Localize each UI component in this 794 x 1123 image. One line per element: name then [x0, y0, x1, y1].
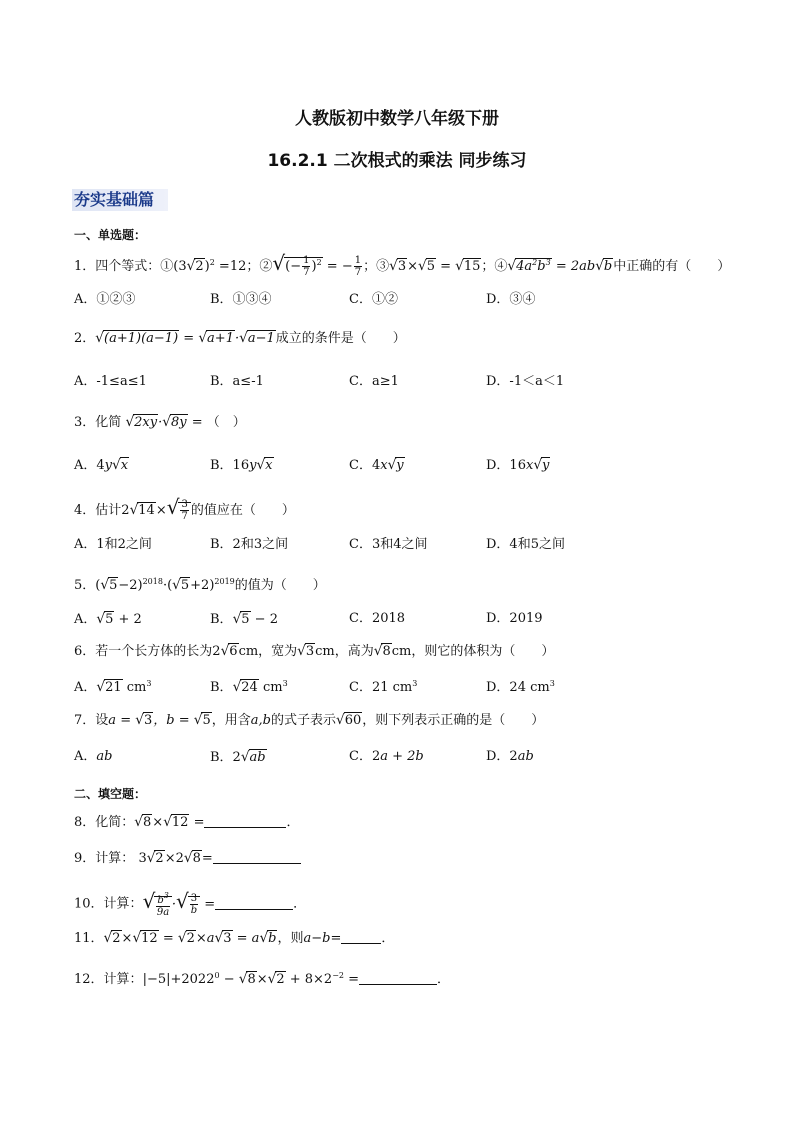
q4-option-a[interactable]: A．1和2之间 [74, 537, 152, 552]
question-12: 12．计算：$|-5|+2022^0 - √8\times√2 + 8\times 2^{-2}$ = ． [74, 971, 451, 987]
q1-option-c[interactable]: C．①② [349, 292, 398, 307]
q5-option-b[interactable]: B．√5 − 2 [210, 611, 278, 627]
part1-heading: 一、单选题： [74, 228, 147, 242]
q7-option-c[interactable]: C．2a + 2b [349, 749, 424, 764]
q1-option-a[interactable]: A．①②③ [74, 292, 136, 307]
question-7: 7．设a = √3，b = √5，用含a,b的式子表示√60，则下列表示正确的是（ ） [74, 712, 545, 728]
q2-option-a[interactable]: A．-1≤a≤1 [74, 374, 147, 389]
q1-option-b[interactable]: B．①③④ [210, 292, 272, 307]
q8-answer-blank[interactable] [204, 827, 286, 828]
page-title: 人教版初中数学八年级下册 [295, 109, 499, 129]
section-banner: 夯实基础篇 [72, 189, 168, 211]
q11-answer-blank[interactable] [341, 943, 381, 944]
question-11: 11．√2×√12 = √2×a√3 = a√b，则a−b= ． [74, 930, 395, 946]
question-5: 5．$(√5-2)^{2018}\cdot(√5+2)^{2019}$的值为（ ） [74, 577, 326, 593]
q4-option-c[interactable]: C．3和4之间 [349, 537, 428, 552]
question-2: 2．√(a+1)(a−1) = √a+1·√a−1成立的条件是（ ） [74, 330, 406, 346]
q6-option-c[interactable]: C．21 $cm^3$ [349, 679, 418, 695]
question-10: 10．计算：√ $\frac{b^3}{9a}$ ·√ $\frac{3}{b}$ = ． [74, 888, 307, 918]
q10-answer-blank[interactable] [215, 909, 293, 910]
q12-answer-blank[interactable] [359, 984, 437, 985]
part2-heading: 二、填空题： [74, 787, 147, 801]
q7-option-d[interactable]: D．2ab [486, 749, 534, 764]
q6-option-d[interactable]: D．24 $cm^3$ [486, 679, 555, 695]
q5-option-a[interactable]: A．√5 + 2 [74, 611, 142, 627]
question-1: 1．四个等式：$①(3√2)^2 =12$；②√(− $\frac{1}{7}$ )$^2$ = − $\frac{1}{7}$ ；③√3×√5 = √15；$④√4a^2b^3 = 2ab√b$中正确的有（ ） [74, 251, 731, 278]
q3-option-c[interactable]: C．4x√y [349, 457, 404, 473]
q3-option-d[interactable]: D．16x√y [486, 457, 550, 473]
q2-option-c[interactable]: C．a≥1 [349, 374, 399, 389]
q7-option-b[interactable]: B．2√ab [210, 749, 266, 765]
question-8: 8．化简：√8×√12 = ． [74, 814, 300, 830]
q4-option-b[interactable]: B．2和3之间 [210, 537, 289, 552]
q3-option-b[interactable]: B．16y√x [210, 457, 273, 473]
q2-option-b[interactable]: B．a≤-1 [210, 374, 264, 389]
q3-option-a[interactable]: A．4y√x [74, 457, 129, 473]
q7-option-a[interactable]: A．ab [74, 749, 113, 764]
question-9: 9．计算： 3√2×2√8= [74, 848, 301, 869]
q5-option-d[interactable]: D．2019 [486, 611, 543, 626]
page-subtitle: 16.2.1 二次根式的乘法 同步练习 [267, 151, 527, 171]
q1-option-d[interactable]: D．③④ [486, 292, 536, 307]
q5-option-c[interactable]: C．2018 [349, 611, 406, 626]
question-6: 6．若一个长方体的长为2√6cm，宽为√3cm，高为√8cm，则它的体积为（ ） [74, 643, 555, 659]
question-3: 3．化简 √2xy·√8y = （ ） [74, 414, 246, 430]
q6-option-a[interactable]: A．√21 $cm^3$ [74, 679, 152, 695]
q4-option-d[interactable]: D．4和5之间 [486, 537, 565, 552]
question-4: 4．估计2√14×√ $\frac{3}{7}$ 的值应在（ ） [74, 495, 295, 522]
q9-answer-blank[interactable] [213, 863, 301, 864]
q2-option-d[interactable]: D．-1＜a＜1 [486, 374, 565, 389]
q6-option-b[interactable]: B．√24 $cm^3$ [210, 679, 288, 695]
